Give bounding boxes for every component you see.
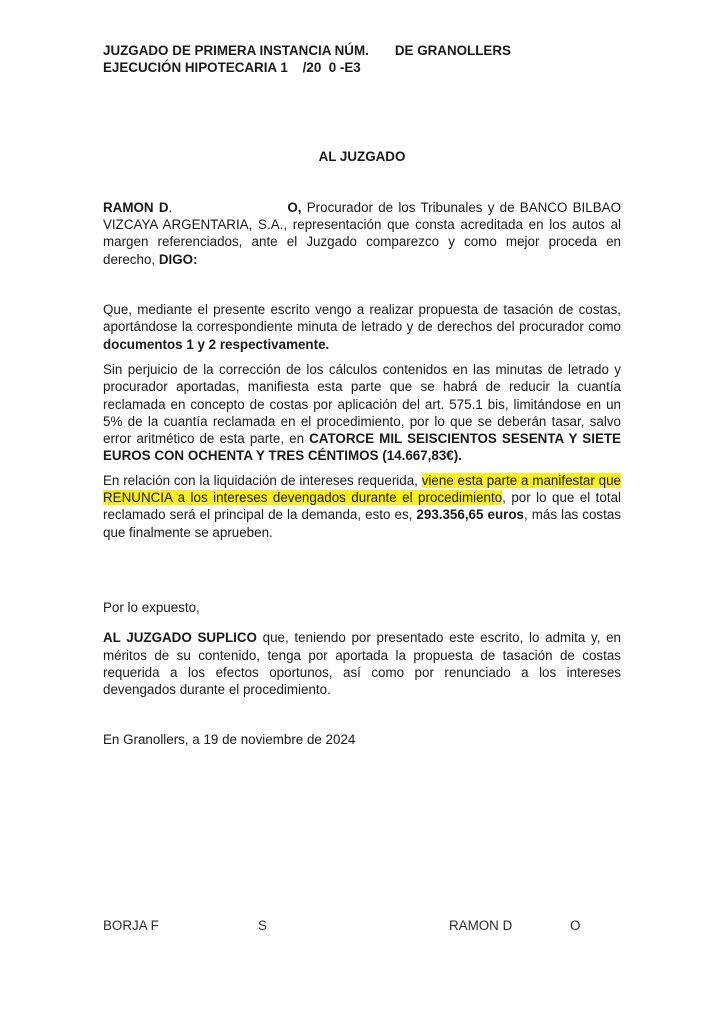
signature-left-name-part2: S xyxy=(258,917,267,933)
header-court-line: JUZGADO DE PRIMERA INSTANCIA NÚM. DE GRANOLLERS xyxy=(103,43,511,58)
paragraph-appearance: RAMON D. O, Procurador de los Tribunales y de BANCO BILBAO VIZCAYA ARGENTARIA, S.A., representación que consta acreditada en los autos al margen referenciados, ante el Juzgado comparezco y como mejor proceda en derecho, DIGO: xyxy=(103,199,621,267)
signature-row xyxy=(103,917,621,934)
header-case-line: EJECUCIÓN HIPOTECARIA 1 /20 0 -E3 xyxy=(103,60,361,76)
document-title: AL JUZGADO xyxy=(318,148,406,164)
signature-right-name-part2: O xyxy=(570,917,581,933)
date-line: En Granollers, a 19 de noviembre de 2024 xyxy=(103,732,356,748)
signature-right-name-part1: RAMON D xyxy=(449,917,513,933)
paragraph-interest-waiver: En relación con la liquidación de intereses requerida, viene esta parte a manifestar que RENUNCIA a los intereses devengados durante el procedimiento, por lo que el total reclamado será el principal de la demanda, esto es, 293.356,65 euros, más las costas que finalmente se aprueben. xyxy=(103,472,622,540)
paragraph-reduction: Sin perjuicio de la corrección de los cálculos contenidos en las minutas de letrado y procurador aportadas, manifiesta esta parte que se habrá de reducir la cuantía reclamada en concepto de costas por aplicación del art. 575.1 bis, limitándose en un 5% de la cuantía reclamada en el procedimiento, por lo que se deberán tasar, salvo error aritmético de esta parte, en CATORCE MIL SEISCIENTOS SESENTA Y SIETE EUROS CON OCHENTA Y TRES CÉNTIMOS (14.667,83€). xyxy=(103,361,621,464)
paragraph-suplico: AL JUZGADO SUPLICO que, teniendo por presentado este escrito, lo admita y, en méritos de su contenido, tenga por aportada la propuesta de tasación de costas requerida a los efectos oportunos, así como por renunciado a los intereses devengados durante el procedimiento. xyxy=(103,630,621,698)
document-header xyxy=(103,42,621,77)
paragraph-por-lo-expuesto: Por lo expuesto, xyxy=(103,599,200,615)
paragraph-proposal: Que, mediante el presente escrito vengo a realizar propuesta de tasación de costas, aportándose la correspondiente minuta de letrado y de derechos del procurador como documentos 1 y 2 respectivamente. xyxy=(103,302,621,352)
signature-left-name-part1: BORJA F xyxy=(103,917,159,933)
